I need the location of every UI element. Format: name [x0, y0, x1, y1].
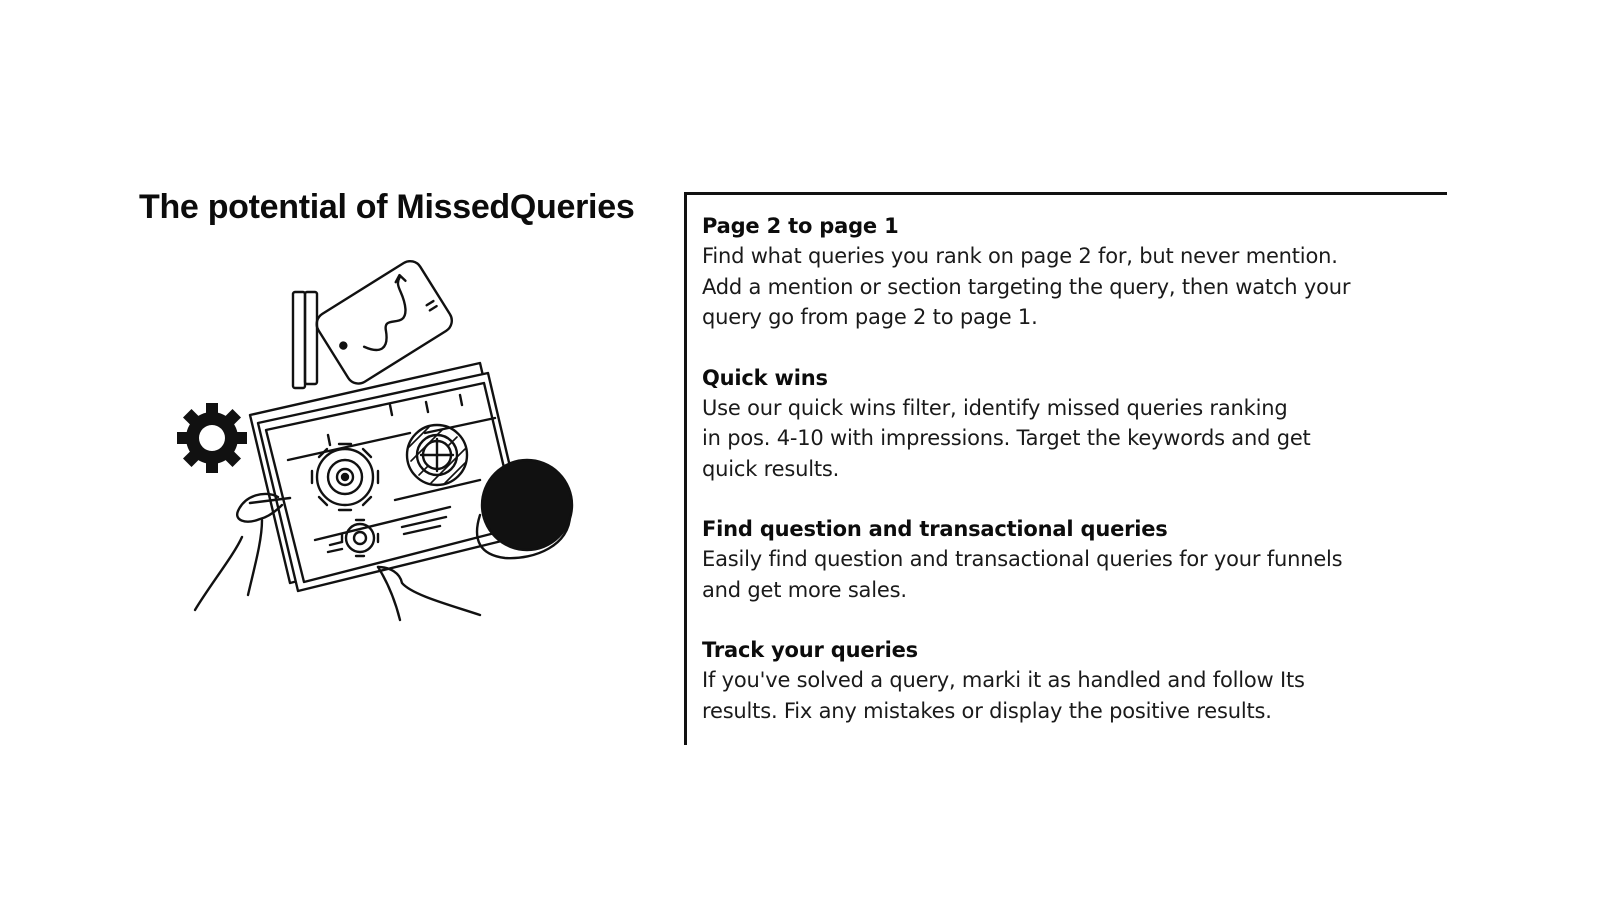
feature-section	[702, 211, 1437, 333]
feature-section	[702, 635, 1437, 726]
page-title: The potential of MissedQueries	[139, 188, 635, 226]
tablet-chart-icon	[312, 257, 456, 388]
feature-section	[702, 363, 1437, 485]
blueprint-planning-illustration	[150, 255, 620, 650]
feature-description: Use our quick wins filter, identify missed queries ranking in pos. 4-10 with impressions. Target the keywords and get quick results.	[702, 395, 1311, 481]
hand-icon	[378, 567, 480, 620]
feature-heading: Page 2 to page 1	[702, 214, 899, 238]
hand-with-pen-icon	[195, 494, 290, 610]
feature-heading: Track your queries	[702, 638, 918, 662]
blueprint-gear-hatched-icon	[407, 425, 467, 485]
features-panel	[684, 192, 1447, 745]
ruler-icon	[293, 292, 317, 388]
feature-section	[702, 514, 1437, 605]
feature-description: Find what queries you rank on page 2 for, but never mention. Add a mention or section targeting the query, then watch your query go from page 2 to page 1.	[702, 244, 1351, 329]
feature-description: If you've solved a query, marki it as handled and follow Its results. Fix any mistakes or display the positive results.	[702, 668, 1305, 723]
gear-icon	[177, 403, 247, 473]
feature-description: Easily find question and transactional queries for your funnels and get more sales.	[702, 547, 1343, 602]
feature-heading: Quick wins	[702, 365, 828, 390]
features-list	[702, 211, 1437, 756]
feature-heading: Find question and transactional queries	[702, 517, 1168, 541]
